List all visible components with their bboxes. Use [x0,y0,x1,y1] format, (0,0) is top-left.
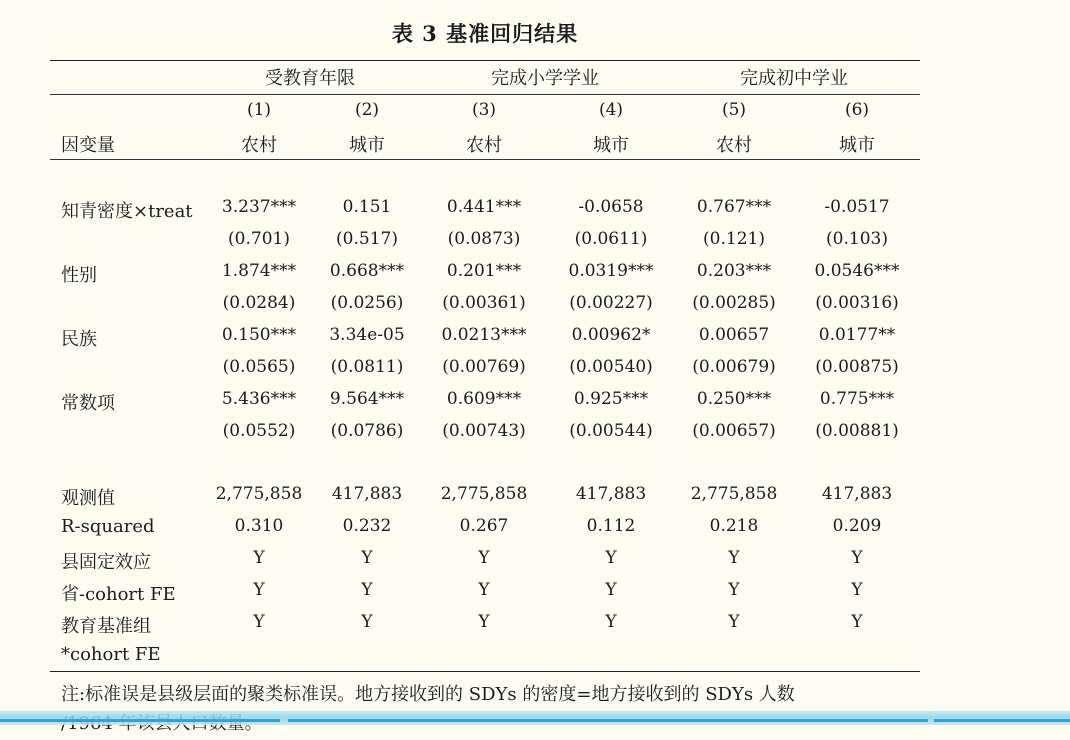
coef-value: 3.237*** [221,197,297,217]
coef-value: 0.775*** [819,389,895,409]
dep-var-label: 因变量 [61,135,115,156]
column-number: (4) [598,100,624,120]
column-area: 城市 [839,135,875,156]
column-area: 城市 [593,135,629,156]
coef-value: 5.436*** [221,389,297,409]
stat-value: Y [361,612,373,632]
row-label: 性别 [61,265,97,286]
stat-value: Y [478,548,490,568]
column-area: 农村 [466,135,502,156]
bottom-rule [50,671,920,672]
group-header: 受教育年限 [265,68,355,89]
column-number: (3) [471,100,497,120]
coef-value: 0.0213*** [441,325,527,345]
coef-value: 0.150*** [221,325,297,345]
coef-value: 0.441*** [446,197,522,217]
coef-value: -0.0517 [824,197,890,217]
coef-value: 0.0177** [818,325,896,345]
row-label: 知青密度×treat [61,201,193,222]
std-error: (0.0552) [222,421,296,441]
stat-value: Y [851,580,863,600]
std-error: (0.00285) [692,293,776,313]
group-header: 完成初中学业 [740,68,848,89]
stat-value: Y [253,612,265,632]
std-error: (0.0284) [222,293,296,313]
group-rule [50,94,920,95]
std-error: (0.121) [703,229,765,249]
stat-value: 2,775,858 [440,484,528,504]
coef-value: 0.250*** [696,389,772,409]
coef-value: -0.0658 [578,197,644,217]
column-area: 农村 [716,135,752,156]
stat-value: 0.218 [709,516,759,536]
coef-value: 0.925*** [573,389,649,409]
header-rule [50,159,920,160]
std-error: (0.0565) [222,357,296,377]
row-label: 常数项 [61,393,115,414]
row-label: R-squared [61,516,155,537]
std-error: (0.00875) [815,357,899,377]
stat-value: Y [361,548,373,568]
stat-value: Y [605,612,617,632]
stat-value: Y [728,580,740,600]
coef-value: 0.767*** [696,197,772,217]
coef-value: 0.203*** [696,261,772,281]
stat-value: Y [605,548,617,568]
std-error: (0.00881) [815,421,899,441]
stat-value: 417,883 [575,484,647,504]
coef-value: 1.874*** [221,261,297,281]
std-error: (0.00657) [692,421,776,441]
table-note [61,680,921,738]
std-error: (0.0873) [447,229,521,249]
row-label: *cohort FE [61,644,161,665]
std-error: (0.517) [336,229,398,249]
note-line-1: 注:标准误是县级层面的聚类标准误。地方接收到的 SDYs 的密度=地方接收到的 SDYs 人数 [61,684,795,705]
stat-value: 417,883 [331,484,403,504]
stat-value: Y [253,548,265,568]
column-area: 城市 [349,135,385,156]
table-title: 表 3 基准回归结果 [391,21,579,46]
row-label: 民族 [61,329,97,350]
std-error: (0.00227) [569,293,653,313]
std-error: (0.0256) [330,293,404,313]
std-error: (0.701) [228,229,290,249]
stat-value: 0.112 [586,516,636,536]
column-number: (5) [721,100,747,120]
std-error: (0.103) [826,229,888,249]
stat-value: 0.209 [832,516,882,536]
stat-value: Y [361,580,373,600]
stat-value: Y [728,612,740,632]
std-error: (0.00743) [442,421,526,441]
std-error: (0.00316) [815,293,899,313]
stat-value: 2,775,858 [690,484,778,504]
coef-value: 0.0546*** [814,261,900,281]
scroll-thumb-segment[interactable] [0,719,280,722]
row-label: 县固定效应 [61,552,151,573]
stat-value: Y [851,612,863,632]
std-error: (0.00679) [692,357,776,377]
scroll-track-segment [288,719,928,722]
row-label: 观测值 [61,488,115,509]
coef-value: 0.151 [342,197,392,217]
column-number: (2) [354,100,380,120]
row-label: 教育基准组 [61,616,151,637]
column-area: 农村 [241,135,277,156]
coef-value: 0.00962* [571,325,651,345]
stat-value: Y [478,612,490,632]
stat-value: Y [478,580,490,600]
std-error: (0.00544) [569,421,653,441]
stat-value: 2,775,858 [215,484,303,504]
column-number: (1) [246,100,272,120]
std-error: (0.0611) [574,229,648,249]
horizontal-scrollbar[interactable] [0,711,1070,725]
std-error: (0.00540) [569,357,653,377]
stat-value: 0.232 [342,516,392,536]
column-number: (6) [844,100,870,120]
scroll-track-segment [934,719,1070,722]
std-error: (0.00769) [442,357,526,377]
row-label: 省-cohort FE [61,584,176,605]
top-rule [50,60,920,61]
stat-value: 0.267 [459,516,509,536]
stat-value: Y [605,580,617,600]
stat-value: 417,883 [821,484,893,504]
stat-value: 0.310 [234,516,284,536]
coef-value: 9.564*** [329,389,405,409]
coef-value: 0.609*** [446,389,522,409]
group-header: 完成小学学业 [491,68,599,89]
coef-value: 3.34e-05 [329,325,405,345]
stat-value: Y [851,548,863,568]
coef-value: 0.00657 [698,325,770,345]
std-error: (0.0786) [330,421,404,441]
coef-value: 0.668*** [329,261,405,281]
stat-value: Y [728,548,740,568]
std-error: (0.0811) [330,357,404,377]
coef-value: 0.0319*** [568,261,654,281]
stat-value: Y [253,580,265,600]
std-error: (0.00361) [442,293,526,313]
coef-value: 0.201*** [446,261,522,281]
